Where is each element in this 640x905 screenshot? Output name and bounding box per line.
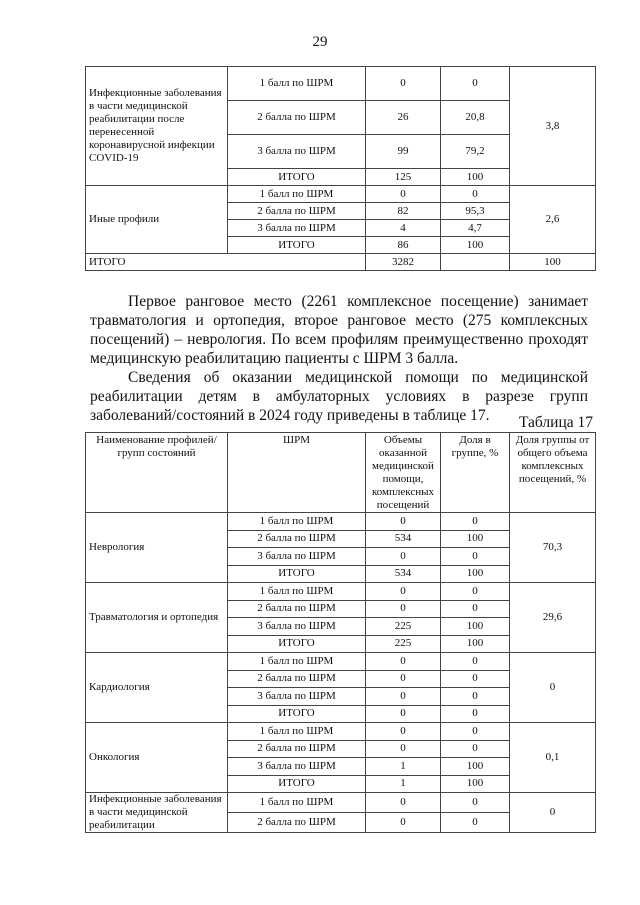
volume-cell: 0 — [366, 513, 441, 531]
header-shrm: ШРМ — [228, 433, 366, 513]
table-caption: Таблица 17 — [518, 414, 593, 431]
shrm-cell: 1 балл по ШРМ — [228, 186, 366, 203]
table-row — [86, 583, 596, 601]
table-row — [86, 723, 596, 741]
table-row — [86, 513, 596, 531]
group-pct-cell: 0 — [441, 813, 510, 833]
group-name: Инфекционные заболевания в части медицинской реабилитации после перенесенной коронавирусной инфекции COVID-19 — [86, 67, 228, 186]
group-pct-cell: 100 — [441, 565, 510, 583]
group-pct-cell: 100 — [441, 775, 510, 793]
group-pct-cell: 100 — [441, 618, 510, 636]
group-pct-cell: 0 — [441, 705, 510, 723]
group-pct-cell: 100 — [441, 169, 510, 186]
shrm-cell: 1 балл по ШРМ — [228, 67, 366, 101]
volume-cell: 0 — [366, 670, 441, 688]
volume-cell: 99 — [366, 135, 441, 169]
table-continued — [85, 66, 596, 271]
volume-cell: 82 — [366, 203, 441, 220]
total-row — [86, 254, 596, 271]
shrm-cell: 3 балла по ШРМ — [228, 548, 366, 566]
volume-cell: 0 — [366, 653, 441, 671]
shrm-cell: 1 балл по ШРМ — [228, 723, 366, 741]
group-pct-cell: 100 — [441, 530, 510, 548]
group-pct-cell: 95,3 — [441, 203, 510, 220]
shrm-cell: 2 балла по ШРМ — [228, 101, 366, 135]
group-pct-cell: 0 — [441, 670, 510, 688]
table-header-row — [86, 433, 596, 513]
group-pct-cell: 100 — [441, 758, 510, 776]
table-row — [86, 653, 596, 671]
group-pct-cell: 0 — [441, 513, 510, 531]
group-pct-cell: 0 — [441, 653, 510, 671]
volume-cell: 86 — [366, 237, 441, 254]
volume-cell: 0 — [366, 186, 441, 203]
group-pct-cell: 0 — [441, 186, 510, 203]
shrm-cell: ИТОГО — [228, 169, 366, 186]
group-pct-cell: 0 — [441, 583, 510, 601]
shrm-cell: ИТОГО — [228, 635, 366, 653]
group-name: Инфекционные заболевания в части медицинской реабилитации — [86, 793, 228, 833]
volume-cell: 0 — [366, 705, 441, 723]
volume-cell: 26 — [366, 101, 441, 135]
group-pct-cell: 4,7 — [441, 220, 510, 237]
paragraph-ranking: Первое ранговое место (2261 комплексное посещение) занимает травматология и ортопедия, второе ранговое место (275 комплексных посещений) – неврология. По всем профилям преимущественно проходят медицинскую реабилитацию пациенты с ШРМ 3 балла. — [90, 293, 588, 367]
volume-cell: 0 — [366, 813, 441, 833]
total-pct — [441, 254, 510, 271]
shrm-cell: 2 балла по ШРМ — [228, 203, 366, 220]
shrm-cell: ИТОГО — [228, 775, 366, 793]
shrm-cell: 2 балла по ШРМ — [228, 670, 366, 688]
shrm-cell: 1 балл по ШРМ — [228, 583, 366, 601]
group-name: Иные профили — [86, 186, 228, 254]
shrm-cell: 3 балла по ШРМ — [228, 220, 366, 237]
volume-cell: 225 — [366, 635, 441, 653]
total-share: 100 — [510, 254, 596, 271]
group-name: Травматология и ортопедия — [86, 583, 228, 653]
volume-cell: 0 — [366, 600, 441, 618]
body-text — [90, 292, 588, 425]
volume-cell: 1 — [366, 775, 441, 793]
table-row — [86, 793, 596, 813]
group-pct-cell: 20,8 — [441, 101, 510, 135]
shrm-cell: 2 балла по ШРМ — [228, 740, 366, 758]
volume-cell: 534 — [366, 530, 441, 548]
group-share-cell: 0 — [510, 653, 596, 723]
group-pct-cell: 100 — [441, 635, 510, 653]
group-name: Онкология — [86, 723, 228, 793]
volume-cell: 0 — [366, 548, 441, 566]
shrm-cell: 3 балла по ШРМ — [228, 135, 366, 169]
shrm-cell: 1 балл по ШРМ — [228, 513, 366, 531]
volume-cell: 0 — [366, 740, 441, 758]
page-number: 29 — [312, 34, 328, 50]
group-pct-cell: 0 — [441, 548, 510, 566]
shrm-cell: 3 балла по ШРМ — [228, 688, 366, 706]
volume-cell: 0 — [366, 723, 441, 741]
shrm-cell: 3 балла по ШРМ — [228, 618, 366, 636]
table-row — [86, 186, 596, 203]
group-pct-cell: 79,2 — [441, 135, 510, 169]
group-share-cell: 0 — [510, 793, 596, 833]
table-17 — [85, 432, 596, 833]
header-profile: Наименование профилей/групп состояний — [86, 433, 228, 513]
group-share-cell: 3,8 — [510, 67, 596, 186]
group-share-cell: 70,3 — [510, 513, 596, 583]
group-pct-cell: 0 — [441, 67, 510, 101]
volume-cell: 534 — [366, 565, 441, 583]
group-share-cell: 0,1 — [510, 723, 596, 793]
group-pct-cell: 0 — [441, 688, 510, 706]
shrm-cell: 2 балла по ШРМ — [228, 600, 366, 618]
shrm-cell: 1 балл по ШРМ — [228, 793, 366, 813]
volume-cell: 0 — [366, 583, 441, 601]
volume-cell: 1 — [366, 758, 441, 776]
shrm-cell: 3 балла по ШРМ — [228, 758, 366, 776]
shrm-cell: 1 балл по ШРМ — [228, 653, 366, 671]
header-volume: Объемы оказанной медицинской помощи, комплексных посещений — [366, 433, 441, 513]
group-share-cell: 29,6 — [510, 583, 596, 653]
group-pct-cell: 100 — [441, 237, 510, 254]
header-total-share: Доля группы от общего объема комплексных посещений, % — [510, 433, 596, 513]
volume-cell: 125 — [366, 169, 441, 186]
group-name: Кардиология — [86, 653, 228, 723]
shrm-cell: 2 балла по ШРМ — [228, 813, 366, 833]
volume-cell: 0 — [366, 793, 441, 813]
volume-cell: 4 — [366, 220, 441, 237]
total-label: ИТОГО — [86, 254, 366, 271]
volume-cell: 225 — [366, 618, 441, 636]
group-pct-cell: 0 — [441, 740, 510, 758]
volume-cell: 0 — [366, 67, 441, 101]
shrm-cell: 2 балла по ШРМ — [228, 530, 366, 548]
group-pct-cell: 0 — [441, 723, 510, 741]
group-pct-cell: 0 — [441, 793, 510, 813]
table-row — [86, 67, 596, 101]
group-name: Неврология — [86, 513, 228, 583]
total-volume: 3282 — [366, 254, 441, 271]
paragraph-table-intro: Сведения об оказании медицинской помощи по медицинской реабилитации детям в амбулаторных условиях в разрезе групп заболеваний/состояний в 2024 году приведены в таблице 17. — [90, 369, 588, 424]
header-group-share: Доля в группе, % — [441, 433, 510, 513]
group-share-cell: 2,6 — [510, 186, 596, 254]
volume-cell: 0 — [366, 688, 441, 706]
shrm-cell: ИТОГО — [228, 705, 366, 723]
group-pct-cell: 0 — [441, 600, 510, 618]
shrm-cell: ИТОГО — [228, 565, 366, 583]
shrm-cell: ИТОГО — [228, 237, 366, 254]
